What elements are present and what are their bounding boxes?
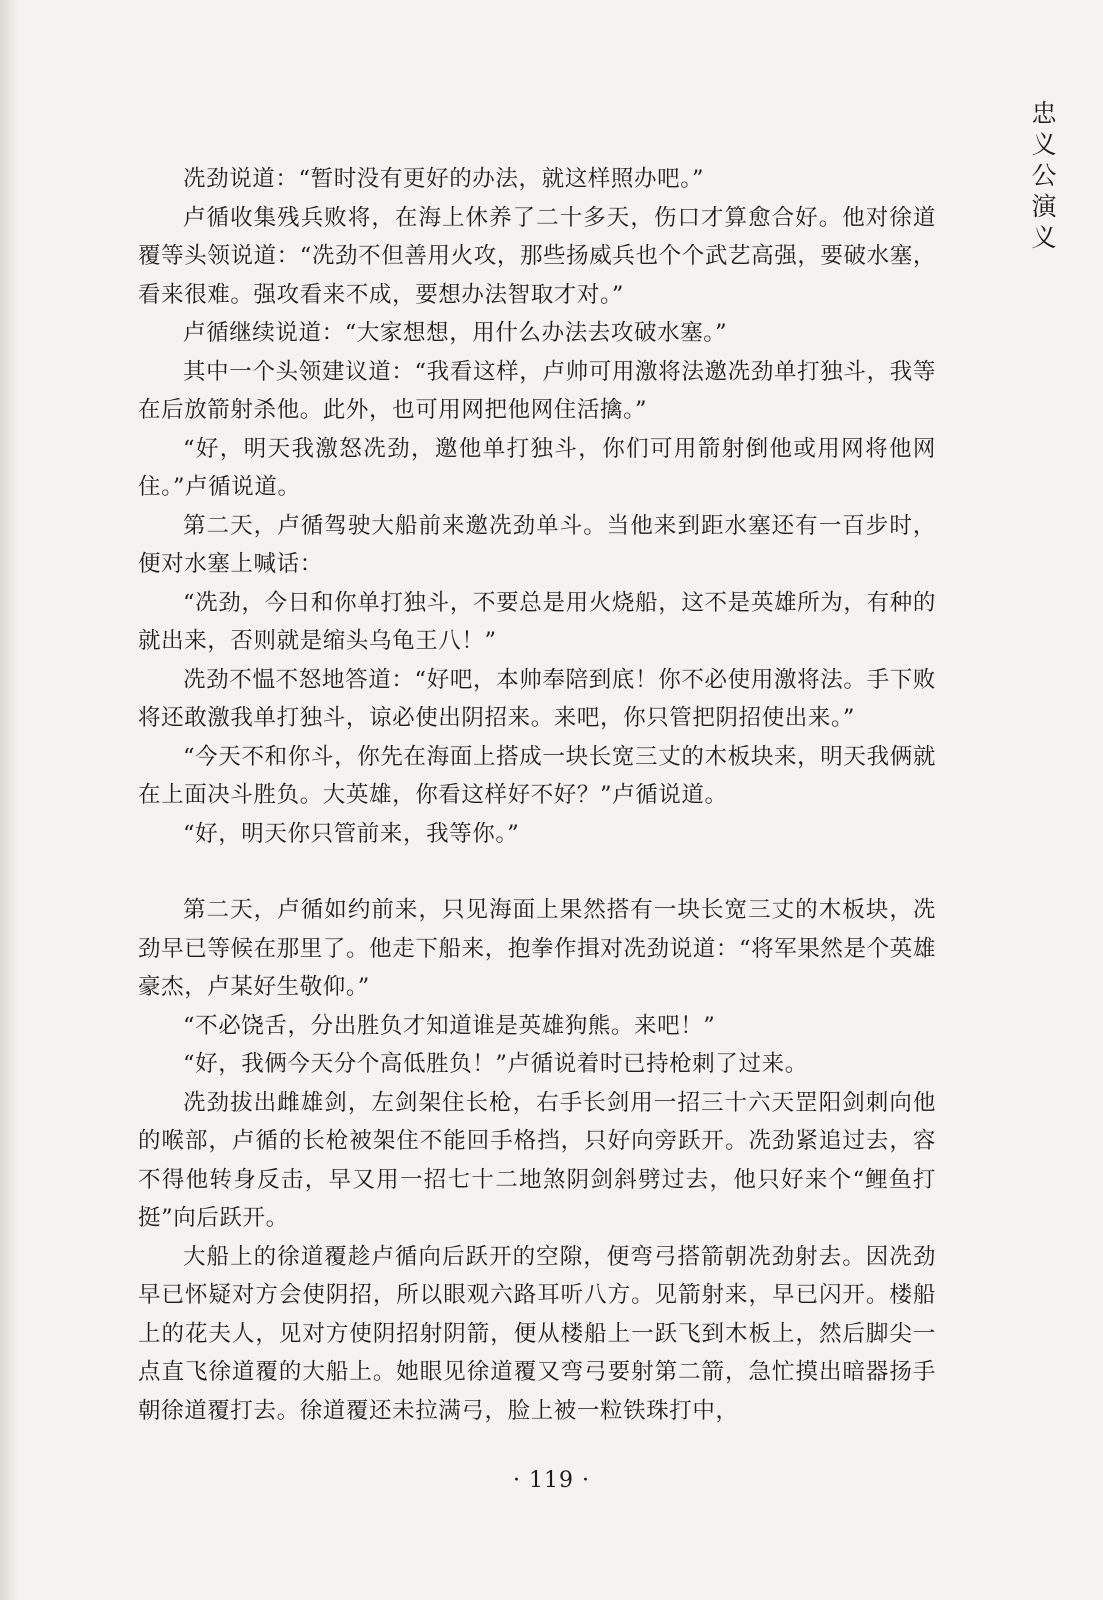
paragraph: “好，明天你只管前来，我等你。” [183,820,520,847]
paragraph: 卢循收集残兵败将，在海上休养了二十多天，伤口才算愈合好。他对徐道覆等头领说道：“冼劲不但善用火攻，那些扬威兵也个个武艺高强，要破水塞，看来很难。强攻看来不成，要想办法智取才对。” [138,204,936,308]
paragraph: 大船上的徐道覆趁卢循向后跃开的空隙，便弯弓搭箭朝冼劲射去。因冼劲早已怀疑对方会使阴招，所以眼观六路耳听八方。见箭射来，早已闪开。楼船上的花夫人，见对方使阴招射阴箭，便从楼船上一跃飞到木板上，然后脚尖一点直飞徐道覆的大船上。她眼见徐道覆又弯弓要射第二箭，急忙摸出暗器扬手朝徐道覆打去。徐道覆还未拉满弓，脸上被一粒铁珠打中， [138,1243,936,1424]
paragraph: “好，明天我激怒冼劲，邀他单打独斗，你们可用箭射倒他或用网将他网住。”卢循说道。 [138,435,936,500]
page-number: · 119 · [513,1468,590,1493]
paragraph: 冼劲不愠不怒地答道：“好吧，本帅奉陪到底！你不必使用激将法。手下败将还敢激我单打独斗，谅必使出阴招来。来吧，你只管把阴招使出来。” [138,666,936,731]
paragraph: “今天不和你斗，你先在海面上搭成一块长宽三丈的木板块来，明天我俩就在上面决斗胜负。大英雄，你看这样好不好？”卢循说道。 [138,743,936,808]
paragraph: 其中一个头领建议道：“我看这样，卢帅可用激将法邀冼劲单打独斗，我等在后放箭射杀他。此外，也可用网把他网住活擒。” [138,358,936,423]
paragraph: 卢循继续说道：“大家想想，用什么办法去攻破水塞。” [183,320,728,346]
paragraph: “不必饶舌，分出胜负才知道谁是英雄狗熊。来吧！” [183,1012,716,1039]
paragraph: 第二天，卢循驾驶大船前来邀冼劲单斗。当他来到距水塞还有一百步时，便对水塞上喊话： [138,512,936,577]
body-text [138,160,936,1430]
paragraph: “好，我俩今天分个高低胜负！”卢循说着时已持枪刺了过来。 [183,1051,808,1077]
running-head: 忠义公演义 [1028,100,1057,255]
paragraph: 冼劲说道：“暂时没有更好的办法，就这样照办吧。” [183,166,705,192]
paragraph: 冼劲拔出雌雄剑，左剑架住长枪，右手长剑用一招三十六天罡阳剑刺向他的喉部，卢循的长枪被架住不能回手格挡，只好向旁跃开。冼劲紧追过去，容不得他转身反击，早又用一招七十二地煞阴剑斜劈过去，他只好来个“鲤鱼打挺”向后跃开。 [138,1089,936,1231]
page-spine-shadow [0,0,18,1600]
paragraph: “冼劲，今日和你单打独斗，不要总是用火烧船，这不是英雄所为，有种的就出来，否则就是缩头乌龟王八！” [138,589,936,654]
section-break [138,853,936,891]
paragraph: 第二天，卢循如约前来，只见海面上果然搭有一块长宽三丈的木板块，冼劲早已等候在那里了。他走下船来，抱拳作揖对冼劲说道：“将军果然是个英雄豪杰，卢某好生敬仰。” [138,897,936,1000]
